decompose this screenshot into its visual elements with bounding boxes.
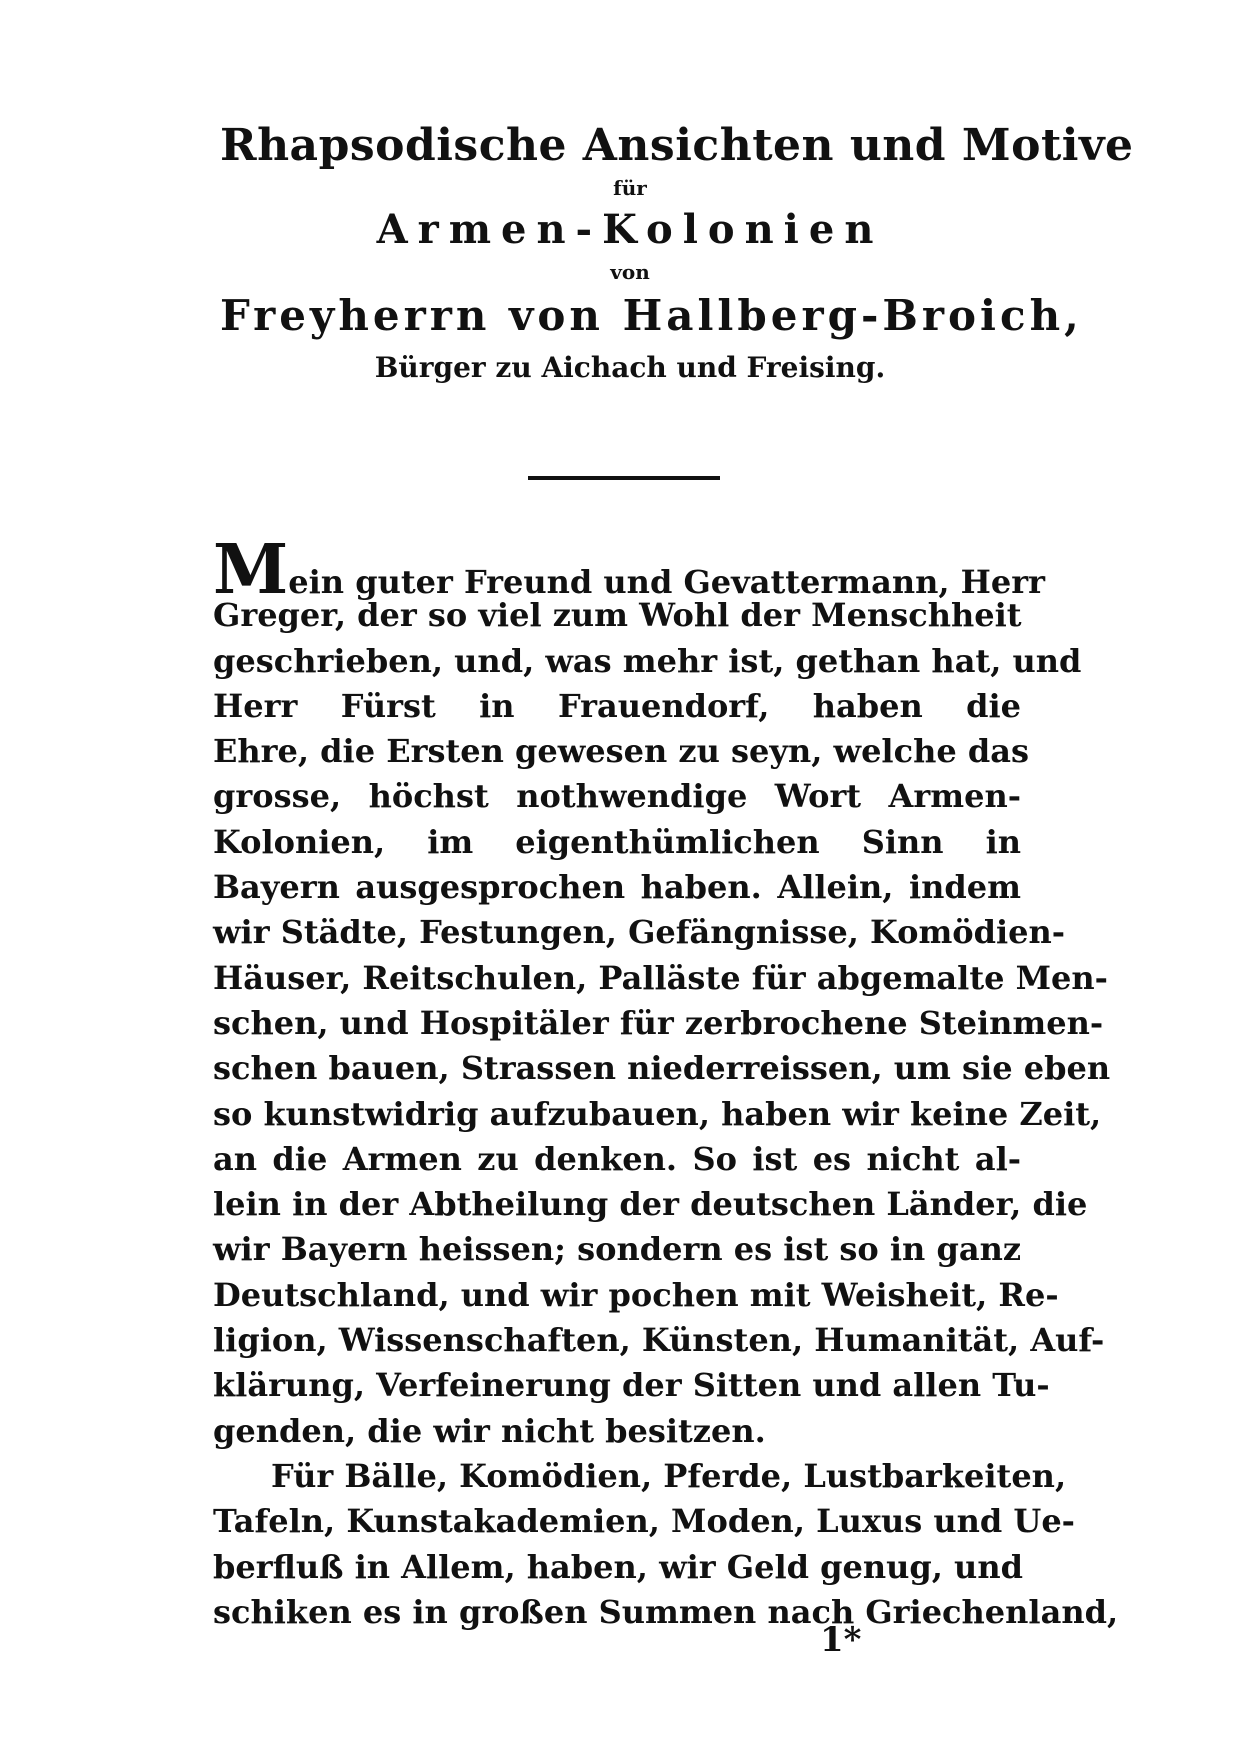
text-line: lein in der Abtheilung der deutschen Länder, die — [213, 1185, 1088, 1224]
text-line: grosse, höchst nothwendige Wort Armen- — [213, 777, 1021, 816]
text-line: Bayern ausgesprochen haben. Allein, indem — [213, 868, 1021, 907]
text-line: klärung, Verfeinerung der Sitten und allen Tu- — [213, 1366, 1050, 1405]
text-line: Kolonien, im eigenthümlichen Sinn in — [213, 822, 1021, 861]
text-line: so kunstwidrig aufzubauen, haben wir keine Zeit, — [213, 1094, 1102, 1133]
title: Rhapsodische Ansichten und Motive — [220, 120, 1134, 171]
text-line: Deutschland, und wir pochen mit Weisheit, Re- — [213, 1275, 1059, 1314]
text-line: schiken es in großen Summen nach Griechenland, — [213, 1592, 1119, 1631]
text-line: Für Bälle, Komödien, Pferde, Lustbarkeiten, — [271, 1456, 1067, 1495]
author: Freyherrn von Hallberg-Broich, — [220, 291, 1083, 340]
text-line: genden, die wir nicht besitzen. — [213, 1411, 766, 1450]
text-line: Tafeln, Kunstakademien, Moden, Luxus und Ue- — [213, 1502, 1075, 1541]
text-line: Häuser, Reitschulen, Palläste für abgemalte Men- — [213, 958, 1108, 997]
text-line-content: ein guter Freund und Gevattermann, Herr — [288, 563, 1045, 601]
text-line: schen, und Hospitäler für zerbrochene Steinmen- — [213, 1003, 1104, 1042]
text-line: Ehre, die Ersten gewesen zu seyn, welche das — [213, 732, 1029, 771]
author-citizenship: Bürger zu Aichach und Freising. — [374, 351, 886, 384]
title-connector-von: von — [610, 260, 650, 284]
text-line: geschrieben, und, was mehr ist, gethan hat, und — [213, 641, 1082, 680]
title-connector-fuer: für — [613, 176, 647, 200]
text-line: berfluß in Allem, haben, wir Geld genug, und — [213, 1547, 1023, 1586]
text-line: ligion, Wissenschaften, Künsten, Humanität, Auf- — [213, 1321, 1105, 1360]
text-line: an die Armen zu denken. So ist es nicht al- — [213, 1139, 1021, 1178]
text-line: schen bauen, Strassen niederreissen, um sie eben — [213, 1049, 1111, 1088]
text-line: Greger, der so viel zum Wohl der Menschheit — [213, 596, 1022, 635]
text-line: Herr Fürst in Frauendorf, haben die — [213, 686, 1021, 725]
drop-cap: M — [213, 530, 289, 610]
text-line: wir Städte, Festungen, Gefängnisse, Komödien- — [213, 913, 1066, 952]
title-divider — [528, 476, 720, 480]
body-text — [213, 530, 1119, 1635]
page-number: 1* — [820, 1620, 862, 1660]
text-line — [213, 530, 1045, 610]
text-line: wir Bayern heissen; sondern es ist so in ganz — [213, 1230, 1021, 1269]
title-block — [220, 118, 1134, 390]
title-subject: Armen-Kolonien — [376, 206, 884, 253]
